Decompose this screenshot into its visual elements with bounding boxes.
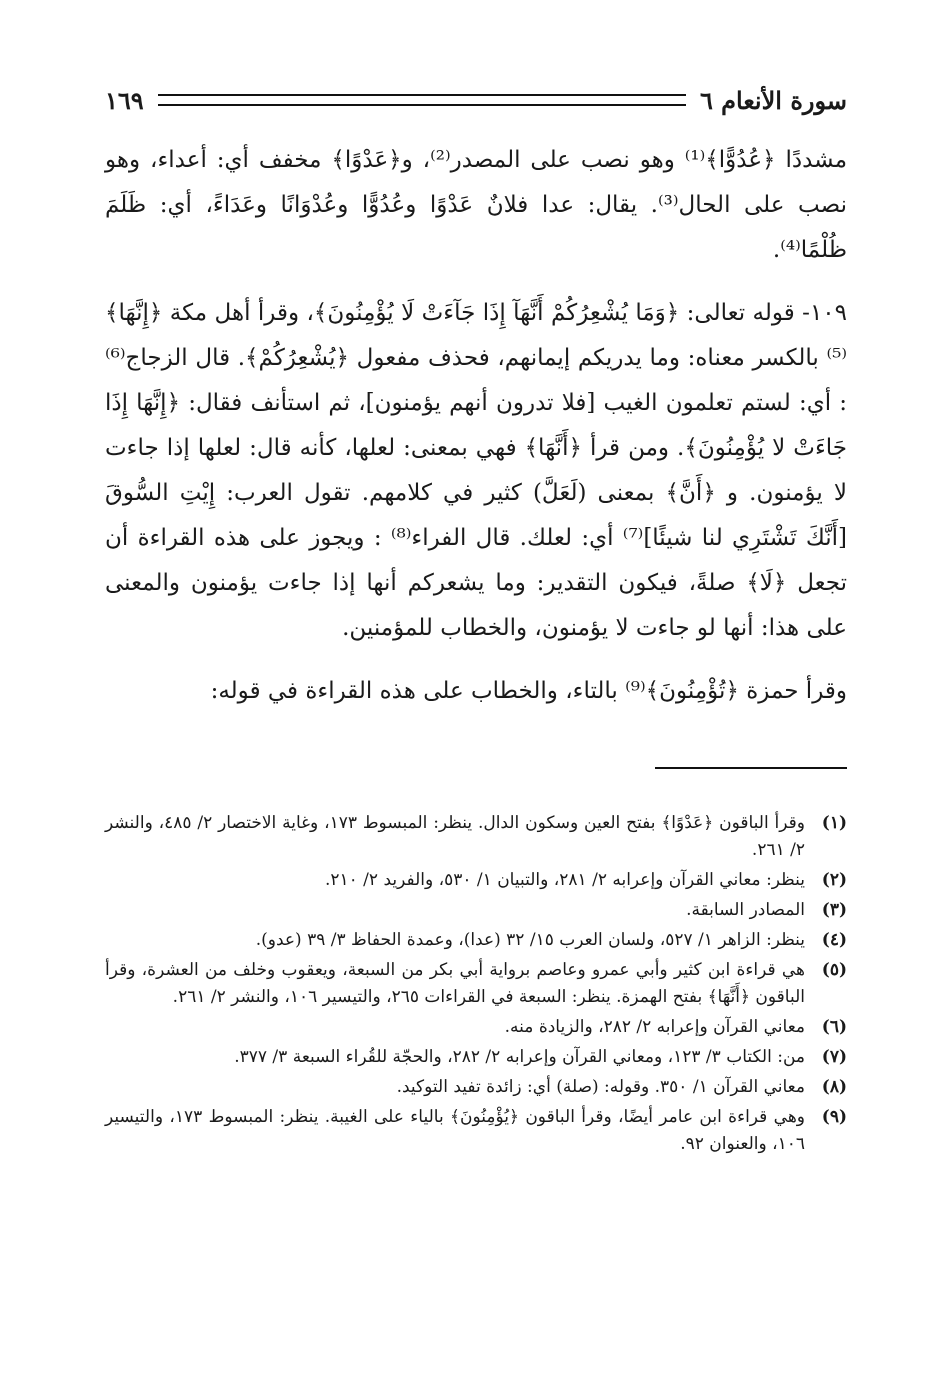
footnote-number: (٩) bbox=[821, 1107, 847, 1127]
surah-title: سورة الأنعام ٦ bbox=[699, 85, 847, 115]
footnote-number: (٥) bbox=[821, 960, 847, 980]
footnote-text: معاني القرآن وإعرابه ٢/ ٢٨٢، والزيادة منه. bbox=[504, 1017, 805, 1037]
footnote bbox=[105, 1104, 847, 1158]
footnote-number: (٦) bbox=[821, 1017, 847, 1037]
footnote-number: (٢) bbox=[821, 870, 847, 890]
page-header bbox=[105, 78, 847, 122]
page-number: ١٦٩ bbox=[105, 85, 144, 115]
paragraph: ١٠٩- قوله تعالى: ﴿وَمَا يُشْعِرُكُمْ أَنَّهَآ إِذَا جَآءَتْ لَا يُؤْمِنُونَ﴾، وقرأ أهل مكة ﴿إِنَّهَا﴾⁽⁵⁾ بالكسر معناه: وما يدريكم إيمانهم، فحذف مفعول ﴿يُشْعِرُكُمْ﴾. قال الزجاج⁽⁶⁾ : أي: لستم تعلمون الغيب [فلا تدرون أنهم يؤمنون]، ثم استأنف فقال: ﴿إِنَّهَا إِذَا جَاءَتْ لا يُؤْمِنُونَ﴾. ومن قرأ ﴿أَنَّهَا﴾ فهي بمعنى: لعلها، كأنه قال: لعلها إذا جاءت لا يؤمنون. و ﴿أَنَّ﴾ بمعنى (لَعَلَّ) كثير في كلامهم. تقول العرب: إِيْتِ السُّوقَ [أَنَّكَ تَشْتَرِي لنا شيئًا]⁽⁷⁾ أي: لعلك. قال الفراء⁽⁸⁾ : ويجوز على هذه القراءة أن تجعل ﴿لَا﴾ صلةً، فيكون التقدير: وما يشعركم أنها إذا جاءت يؤمنون والمعنى على هذا: أنها لو جاءت لا يؤمنون، والخطاب للمؤمنين. bbox=[105, 300, 847, 641]
footnote-number: (٣) bbox=[821, 900, 847, 920]
footnote-text: هي قراءة ابن كثير وأبي عمرو وعاصم برواية أبي بكر من السبعة، ويعقوب وخلف من العشرة، وقرأ الباقون ﴿أَنَّهَا﴾ بفتح الهمزة. ينظر: السبعة في القراءات ٢٦٥، والتيسير ١٠٦، والنشر ٢/ ٢٦١. bbox=[105, 960, 805, 1007]
footnote bbox=[105, 957, 847, 1011]
header-double-rule bbox=[158, 94, 686, 106]
footnote-number: (٧) bbox=[821, 1047, 847, 1067]
footnote-text: وقرأ الباقون ﴿عَدْوًا﴾ بفتح العين وسكون الدال. ينظر: المبسوط ١٧٣، وغاية الاختصار ٢/ ٤٨٥، والنشر ٢/ ٢٦١. bbox=[105, 813, 805, 860]
footnote-text: ينظر: معاني القرآن وإعرابه ٢/ ٢٨١، والتبيان ١/ ٥٣٠، والفريد ٢/ ٢١٠. bbox=[324, 870, 805, 890]
footnote bbox=[105, 1014, 847, 1041]
footnote-separator bbox=[655, 767, 847, 769]
footnote-number: (٨) bbox=[821, 1077, 847, 1097]
footnotes bbox=[105, 810, 847, 1161]
footnote-number: (٤) bbox=[821, 930, 847, 950]
main-text bbox=[105, 138, 847, 732]
paragraph: مشددًا ﴿عُدُوًّا﴾⁽¹⁾ وهو نصب على المصدر⁽²⁾، و﴿عَدْوًا﴾ مخفف أي: أعداء، وهو نصب على الحال⁽³⁾. يقال: عدا فلانٌ عَدْوًا وعُدُوًّا وعُدْوَانًا وعَدَاءً، أي: ظَلَمَ ظُلْمًا⁽⁴⁾. bbox=[105, 147, 848, 263]
footnote-text: معاني القرآن ١/ ٣٥٠. وقوله: (صلة) أي: زائدة تفيد التوكيد. bbox=[396, 1077, 805, 1097]
footnote-text: من: الكتاب ٣/ ١٢٣، ومعاني القرآن وإعرابه ٢/ ٢٨٢، والحجّة للقُراء السبعة ٣/ ٣٧٧. bbox=[234, 1047, 805, 1067]
paragraph: وقرأ حمزة ﴿تُؤْمِنُونَ﴾⁽⁹⁾ بالتاء، والخطاب على هذه القراءة في قوله: bbox=[210, 678, 847, 704]
footnote-text: ينظر: الزاهر ١/ ٥٢٧، ولسان العرب ١٥/ ٣٢ (عدا)، وعمدة الحفاظ ٣/ ٣٩ (عدو). bbox=[255, 930, 805, 950]
footnote bbox=[105, 897, 847, 924]
footnote bbox=[105, 927, 847, 954]
footnote-text: وهي قراءة ابن عامر أيضًا، وقرأ الباقون ﴿يُؤْمِنُونَ﴾ بالياء على الغيبة. ينظر: المبسوط ١٧٣، والتيسير ١٠٦، والعنوان ٩٢. bbox=[105, 1107, 805, 1154]
footnote-text: المصادر السابقة. bbox=[686, 900, 805, 920]
footnote bbox=[105, 810, 847, 864]
footnote bbox=[105, 1074, 847, 1101]
footnote bbox=[105, 867, 847, 894]
footnote bbox=[105, 1044, 847, 1071]
footnote-number: (١) bbox=[821, 813, 847, 833]
